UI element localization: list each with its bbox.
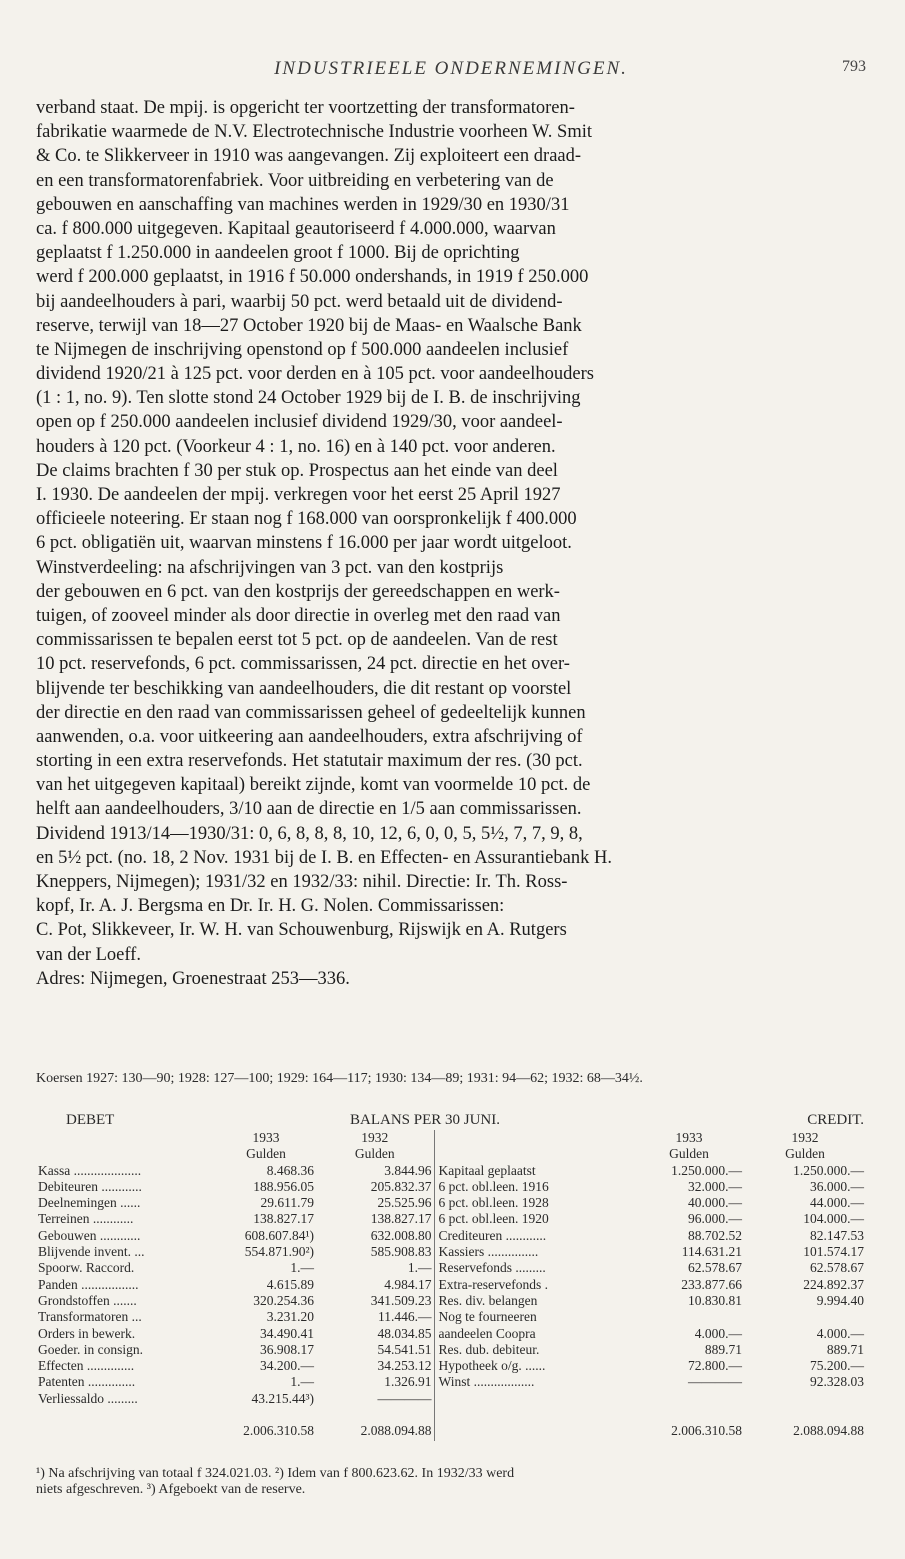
debet-item-label: Debiteuren ............	[38, 1178, 142, 1194]
year-row	[36, 1130, 866, 1146]
balance-header-row	[36, 1110, 866, 1130]
credit-value-1932	[744, 1391, 866, 1407]
page-number: 793	[842, 58, 866, 75]
credit-value-1933	[634, 1391, 744, 1407]
text-line: geplaatst f 1.250.000 in aandeelen groot f 1000. Bij de oprichting	[36, 243, 520, 264]
balance-row	[36, 1195, 866, 1211]
debet-value-1932: 205.832.37	[370, 1178, 432, 1194]
credit-value-1932: 36.000.—	[810, 1178, 865, 1194]
credit-value-1932: 75.200.—	[810, 1358, 865, 1374]
section-title: INDUSTRIEELE ONDERNEMINGEN.	[274, 58, 628, 79]
credit-year-1932: 1932	[791, 1130, 819, 1145]
balance-row	[36, 1326, 866, 1342]
balance-row	[36, 1244, 866, 1260]
debet-value-1932: 138.827.17	[370, 1211, 432, 1227]
text-line: blijvende ter beschikking van aandeelhouders, die dit restant op voorstel	[36, 678, 572, 699]
debet-unit-1933: Gulden	[246, 1146, 286, 1162]
debet-value-1932: 341.509.23	[370, 1292, 432, 1308]
footnote-line: ¹) Na afschrijving van totaal f 324.021.03. ²) Idem van f 800.623.62. In 1932/33 werd	[36, 1466, 515, 1481]
credit-value-1932: 101.574.17	[803, 1244, 865, 1260]
debet-value-1933: 4.615.89	[266, 1276, 314, 1292]
debet-item-label: Grondstoffen .......	[38, 1292, 137, 1308]
text-line: C. Pot, Slikkeveer, Ir. W. H. van Schouwenburg, Rijswijk en A. Rutgers	[36, 920, 567, 941]
debet-item-label: Spoorw. Raccord.	[38, 1260, 135, 1276]
text-line: Winstverdeeling: na afschrijvingen van 3 pct. van den kostprijs	[36, 557, 504, 578]
debet-total-1933: 2.006.310.58	[243, 1422, 314, 1438]
balance-row	[36, 1277, 866, 1293]
credit-item-label: Winst ..................	[434, 1374, 634, 1390]
text-line: & Co. te Slikkerveer in 1910 was aangevangen. Zij exploiteert een draad-	[36, 146, 582, 167]
balance-row	[36, 1358, 866, 1374]
debet-value-1932: 3.844.96	[384, 1162, 432, 1178]
text-line: tuigen, of zooveel minder als door directie in overleg met den raad van	[36, 605, 561, 626]
balance-row	[36, 1179, 866, 1195]
text-line: kopf, Ir. A. J. Bergsma en Dr. Ir. H. G. Nolen. Commissarissen:	[36, 896, 505, 917]
debet-value-1932: 11.446.—	[378, 1309, 432, 1325]
unit-row	[36, 1146, 866, 1162]
debet-value-1932: 4.984.17	[384, 1276, 432, 1292]
credit-total-1932: 2.088.094.88	[793, 1422, 865, 1438]
text-line: dividend 1920/21 à 125 pct. voor derden en à 105 pct. voor aandeelhouders	[36, 364, 594, 385]
text-line: Adres: Nijmegen, Groenestraat 253—336.	[36, 968, 350, 989]
debet-value-1933: 188.956.05	[253, 1178, 314, 1194]
text-line: storting in een extra reservefonds. Het statutair maximum der res. (30 pct.	[36, 751, 583, 772]
text-line: fabrikatie waarmede de N.V. Electrotechnische Industrie voorheen W. Smit	[36, 122, 593, 143]
debet-value-1933: 1.—	[290, 1260, 314, 1276]
debet-item-label: Orders in bewerk.	[38, 1325, 136, 1341]
text-line: der gebouwen en 6 pct. van den kostprijs der gereedschappen en werk-	[36, 581, 560, 602]
debet-value-1933: 320.254.36	[253, 1292, 314, 1308]
text-line: I. 1930. De aandeelen der mpij. verkregen voor het eerst 25 April 1927	[36, 485, 561, 505]
balance-row	[36, 1260, 866, 1276]
text-line: en 5½ pct. (no. 18, 2 Nov. 1931 bij de I. B. en Effecten- en Assurantiebank H.	[36, 847, 612, 868]
credit-item-label: Crediteuren ............	[434, 1228, 634, 1244]
footnotes	[36, 1466, 866, 1498]
debet-item-label: Deelnemingen ......	[38, 1195, 141, 1211]
balance-row	[36, 1309, 866, 1325]
credit-value-1933: 62.578.67	[688, 1260, 743, 1276]
text-line: (1 : 1, no. 9). Ten slotte stond 24 October 1929 bij de I. B. de inschrijving	[36, 388, 581, 409]
credit-item-label: Reservefonds .........	[434, 1260, 634, 1276]
debet-value-1933: 138.827.17	[253, 1211, 314, 1227]
credit-value-1933: 10.830.81	[688, 1292, 743, 1308]
debet-item-label: Goeder. in consign.	[38, 1341, 143, 1357]
debet-value-1932: 1.—	[407, 1260, 432, 1276]
balance-row	[36, 1211, 866, 1227]
credit-item-label: 6 pct. obl.leen. 1920	[434, 1211, 634, 1227]
credit-item-label: 6 pct. obl.leen. 1916	[434, 1179, 634, 1195]
credit-value-1933: 32.000.—	[688, 1178, 743, 1194]
text-line: open op f 250.000 aandeelen inclusief dividend 1929/30, voor aandeel-	[36, 412, 563, 433]
credit-value-1932: 104.000.—	[803, 1211, 865, 1227]
text-line: der directie en den raad van commissarissen geheel of gedeeltelijk kunnen	[36, 702, 586, 723]
credit-value-1932: 9.994.40	[816, 1292, 865, 1308]
footnote-line: niets afgeschreven. ³) Afgeboekt van de reserve.	[36, 1482, 306, 1497]
debet-value-1932: 585.908.83	[370, 1244, 432, 1260]
debet-value-1933: 1.—	[290, 1374, 314, 1390]
text-line: werd f 200.000 geplaatst, in 1916 f 50.000 ondershands, in 1919 f 250.000	[36, 267, 589, 288]
text-line: te Nijmegen de inschrijving openstond op f 500.000 aandeelen inclusief	[36, 339, 569, 360]
debet-label: DEBET	[66, 1111, 115, 1128]
credit-total-1933: 2.006.310.58	[671, 1422, 743, 1438]
debet-value-1932: ————	[377, 1390, 432, 1406]
debet-item-label: Transformatoren ...	[38, 1309, 142, 1325]
text-line: helft aan aandeelhouders, 3/10 aan de directie en 1/5 aan commissarissen.	[36, 799, 582, 820]
credit-value-1932	[744, 1309, 866, 1325]
credit-value-1933: 88.702.52	[688, 1227, 743, 1243]
balance-row	[36, 1228, 866, 1244]
body-paragraph	[36, 96, 866, 991]
debet-value-1932: 25.525.96	[377, 1195, 432, 1211]
debet-item-label: Patenten ..............	[38, 1374, 136, 1390]
debet-item-label: Panden .................	[38, 1276, 139, 1292]
debet-value-1932: 1.326.91	[384, 1374, 432, 1390]
credit-value-1933: 72.800.—	[688, 1358, 743, 1374]
credit-value-1932: 1.250.000.—	[793, 1162, 865, 1178]
debet-value-1933: 3.231.20	[266, 1309, 314, 1325]
credit-item-label	[434, 1391, 634, 1407]
debet-value-1933: 43.215.44³)	[251, 1390, 314, 1406]
text-line: verband staat. De mpij. is opgericht ter voortzetting der transformatoren-	[36, 98, 575, 118]
debet-value-1933: 34.490.41	[260, 1325, 314, 1341]
debet-value-1932: 54.541.51	[377, 1341, 432, 1357]
debet-value-1932: 34.253.12	[377, 1358, 432, 1374]
balance-row	[36, 1391, 866, 1407]
text-line: gebouwen en aanschaffing van machines werden in 1929/30 en 1930/31	[36, 194, 570, 215]
debet-value-1933: 608.607.84¹)	[244, 1227, 314, 1243]
debet-item-label: Gebouwen ............	[38, 1227, 141, 1243]
text-line: officieele noteering. Er staan nog f 168.000 van oorspronkelijk f 400.000	[36, 509, 577, 530]
text-line: reserve, terwijl van 18—27 October 1920 bij de Maas- en Waalsche Bank	[36, 315, 582, 336]
credit-unit-1932: Gulden	[785, 1146, 825, 1162]
credit-value-1932: 224.892.37	[803, 1276, 865, 1292]
text-line: houders à 120 pct. (Voorkeur 4 : 1, no. 16) en à 140 pct. voor anderen.	[36, 436, 556, 457]
debet-item-label: Terreinen ............	[38, 1211, 134, 1227]
debet-year-1933: 1933	[252, 1130, 280, 1145]
text-line: 10 pct. reservefonds, 6 pct. commissarissen, 24 pct. directie en het over-	[36, 654, 570, 675]
text-line: commissarissen te bepalen eerst tot 5 pct. op de aandeelen. Van de rest	[36, 630, 558, 651]
text-line: 6 pct. obligatiën uit, waarvan minstens f 16.000 per jaar wordt uitgeloot.	[36, 533, 572, 554]
credit-value-1932: 44.000.—	[810, 1195, 865, 1211]
credit-item-label: Kassiers ...............	[434, 1244, 634, 1260]
debet-year-1932: 1932	[361, 1130, 389, 1145]
credit-value-1933: 40.000.—	[688, 1195, 743, 1211]
credit-item-label: Hypotheek o/g. ......	[434, 1358, 634, 1374]
credit-label: CREDIT.	[807, 1111, 865, 1128]
credit-value-1933: 1.250.000.—	[671, 1162, 743, 1178]
totals-row	[36, 1407, 866, 1441]
credit-value-1933: 889.71	[704, 1341, 743, 1357]
debet-value-1933: 34.200.—	[260, 1358, 314, 1374]
credit-value-1933: 233.877.66	[681, 1276, 743, 1292]
text-line: ca. f 800.000 uitgegeven. Kapitaal geautoriseerd f 4.000.000, waarvan	[36, 218, 556, 239]
credit-value-1933: 96.000.—	[688, 1211, 743, 1227]
text-line: van der Loeff.	[36, 944, 141, 965]
debet-total-1932: 2.088.094.88	[360, 1422, 432, 1438]
text-line: en een transformatorenfabriek. Voor uitbreiding en verbetering van de	[36, 170, 554, 191]
text-line: aanwenden, o.a. voor uitkeering aan aandeelhouders, extra afschrijving of	[36, 726, 583, 747]
text-line: De claims brachten f 30 per stuk op. Prospectus aan het einde van deel	[36, 460, 558, 481]
credit-value-1933	[634, 1309, 744, 1325]
balance-title: BALANS PER 30 JUNI.	[350, 1111, 501, 1128]
credit-value-1932: 82.147.53	[810, 1227, 865, 1243]
credit-value-1932: 62.578.67	[810, 1260, 865, 1276]
debet-value-1933: 8.468.36	[266, 1162, 314, 1178]
credit-item-label: aandeelen Coopra	[434, 1326, 634, 1342]
debet-value-1933: 36.908.17	[260, 1341, 314, 1357]
credit-item-label: Nog te fourneeren	[434, 1309, 634, 1325]
debet-value-1933: 29.611.79	[260, 1195, 314, 1211]
text-line: Kneppers, Nijmegen); 1931/32 en 1932/33: nihil. Directie: Ir. Th. Ross-	[36, 872, 568, 892]
credit-value-1933: 114.631.21	[681, 1244, 743, 1260]
debet-item-label: Verliessaldo .........	[38, 1390, 138, 1406]
credit-item-label: Res. div. belangen	[434, 1293, 634, 1309]
text-line: Dividend 1913/14—1930/31: 0, 6, 8, 8, 8, 10, 12, 6, 0, 0, 5, 5½, 7, 7, 9, 8,	[36, 823, 583, 844]
text-line: van het uitgegeven kapitaal) bereikt zijnde, komt van voormelde 10 pct. de	[36, 775, 591, 796]
running-header	[36, 58, 866, 84]
credit-item-label: Res. dub. debiteur.	[434, 1342, 634, 1358]
balance-row	[36, 1342, 866, 1358]
credit-item-label: 6 pct. obl.leen. 1928	[434, 1195, 634, 1211]
balance-row	[36, 1374, 866, 1390]
balance-row	[36, 1163, 866, 1179]
credit-unit-1933: Gulden	[669, 1146, 709, 1162]
credit-value-1932: 92.328.03	[810, 1374, 865, 1390]
debet-item-label: Kassa ....................	[38, 1162, 142, 1178]
debet-item-label: Blijvende invent. ...	[38, 1244, 145, 1260]
debet-value-1932: 48.034.85	[377, 1325, 432, 1341]
price-history: Koersen 1927: 130—90; 1928: 127—100; 1929: 164—117; 1930: 134—89; 1931: 94—62; 1932: 68—34½.	[36, 1071, 643, 1086]
credit-item-label: Kapitaal geplaatst	[434, 1163, 634, 1179]
credit-year-1933: 1933	[675, 1130, 703, 1145]
credit-value-1932: 889.71	[826, 1341, 865, 1357]
debet-value-1932: 632.008.80	[370, 1227, 432, 1243]
credit-value-1933: ————	[688, 1374, 743, 1390]
text-line: bij aandeelhouders à pari, waarbij 50 pct. werd betaald uit de dividend-	[36, 291, 563, 312]
balance-sheet-table	[36, 1110, 866, 1441]
debet-value-1933: 554.871.90²)	[244, 1244, 314, 1260]
credit-value-1933: 4.000.—	[694, 1325, 743, 1341]
debet-item-label: Effecten ..............	[38, 1358, 135, 1374]
debet-unit-1932: Gulden	[354, 1146, 395, 1162]
balance-row	[36, 1293, 866, 1309]
credit-item-label: Extra-reservefonds .	[434, 1277, 634, 1293]
credit-value-1932: 4.000.—	[816, 1325, 865, 1341]
